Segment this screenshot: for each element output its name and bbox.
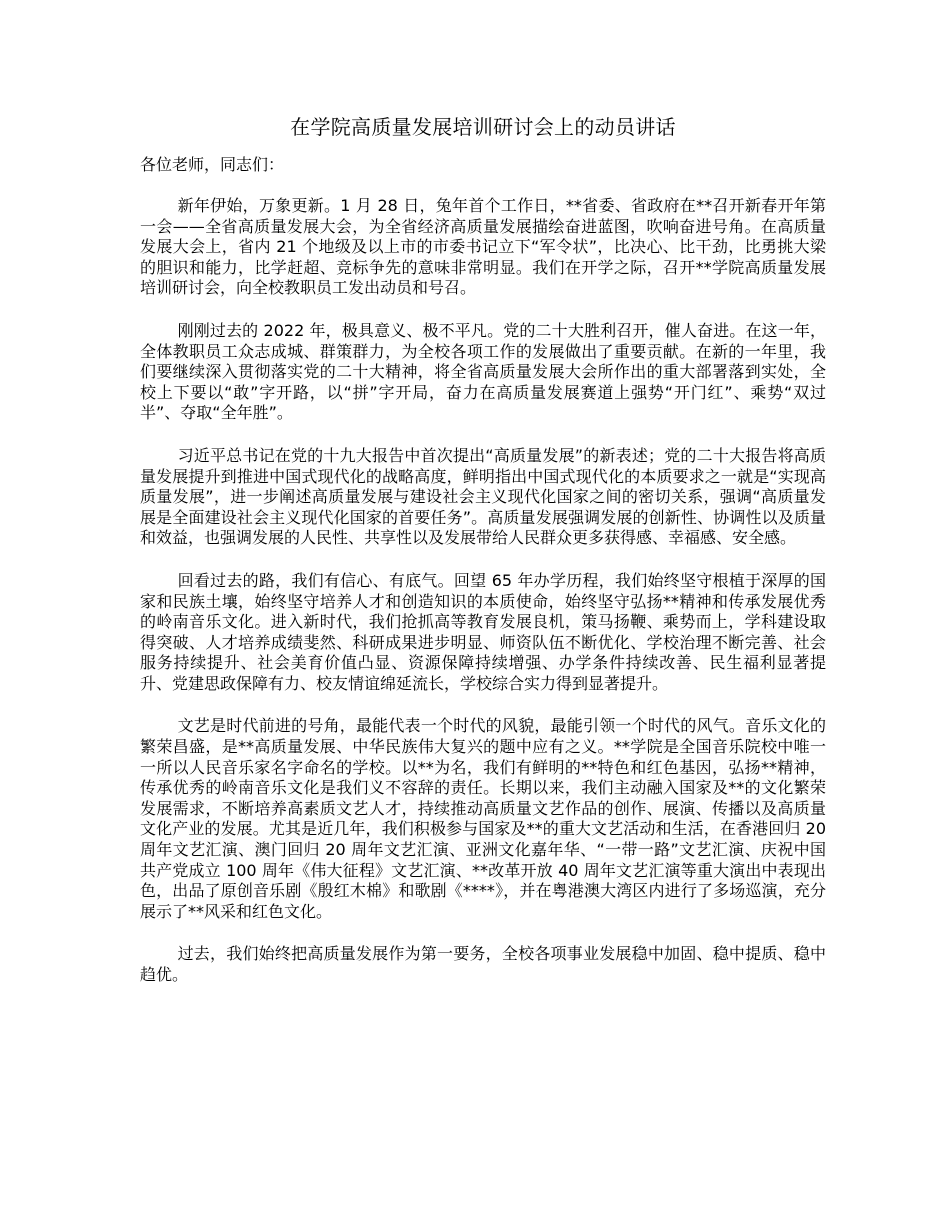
page-title: 在学院高质量发展培训研讨会上的动员讲话 [290, 115, 676, 139]
paragraph-3: 习近平总书记在党的十九大报告中首次提出“高质量发展”的新表述；党的二十大报告将高质量发展提升到推进中国式现代化的战略高度，鲜明指出中国式现代化的本质要求之一就是“实现高质量发展”，进一步阐述高质量发展与建设社会主义现代化国家之间的密切关系，强调“高质量发展是全面建设社会主义现代化国家的首要任务”。高质量发展强调发展的创新性、协调性以及质量和效益，也强调发展的人民性、共享性以及发展带给人民群众更多获得感、幸福感、安全感。 [140, 445, 826, 548]
paragraph-5: 文艺是时代前进的号角，最能代表一个时代的风貌，最能引领一个时代的风气。音乐文化的繁荣昌盛，是**高质量发展、中华民族伟大复兴的题中应有之义。**学院是全国音乐院校中唯一一所以人民音乐家名字命名的学校。以**为名，我们有鲜明的**特色和红色基因，弘扬**精神，传承优秀的岭南音乐文化是我们义不容辞的责任。长期以来，我们主动融入国家及**的文化繁荣发展需求，不断培养高素质文艺人才，持续推动高质量文艺作品的创作、展演、传播以及高质量文化产业的发展。尤其是近几年，我们积极参与国家及**的重大文艺活动和生活，在香港回归 20 周年文艺汇演、澳门回归 20 周年文艺汇演、亚洲文化嘉年华、“一带一路”文艺汇演、庆祝中国共产党成立 100 周年《伟大征程》文艺汇演、**改革开放 40 周年文艺汇演等重大演出中表现出色，出品了原创音乐剧《殷红木棉》和歌剧《****》，并在粤港澳大湾区内进行了多场巡演，充分展示了**风采和红色文化。 [140, 716, 826, 921]
paragraph-1: 新年伊始，万象更新。1 月 28 日，兔年首个工作日，**省委、省政府在**召开新春开年第一会——全省高质量发展大会，为全省经济高质量发展描绘奋进蓝图，吹响奋进号角。在高质量发展大会上，省内 21 个地级及以上市的市委书记立下“军令状”，比决心、比干劲，比勇挑大梁的胆识和能力，比学赶超、竞标争先的意味非常明显。我们在开学之际，召开**学院高质量发展培训研讨会，向全校教职员工发出动员和号召。 [140, 196, 826, 298]
paragraph-6: 过去，我们始终把高质量发展作为第一要务，全校各项事业发展稳中加固、稳中提质、稳中趋优。 [140, 944, 826, 984]
document-body [140, 112, 826, 1008]
paragraph-2: 刚刚过去的 2022 年，极具意义、极不平凡。党的二十大胜利召开，催人奋进。在这一年，全体教职员工众志成城、群策群力，为全校各项工作的发展做出了重要贡献。在新的一年里，我们要继续深入贯彻落实党的二十大精神，将全省高质量发展大会所作出的重大部署落到实处，全校上下要以“敢”字开路，以“拼”字开局，奋力在高质量发展赛道上强势“开门红”、乘势“双过半”、夺取“全年胜”。 [140, 320, 826, 423]
salutation: 各位老师，同志们： [140, 155, 285, 174]
paragraph-4: 回看过去的路，我们有信心、有底气。回望 65 年办学历程，我们始终坚守根植于深厚的国家和民族土壤，始终坚守培养人才和创造知识的本质使命，始终坚守弘扬**精神和传承发展优秀的岭南音乐文化。进入新时代，我们抢抓高等教育发展良机，策马扬鞭、乘势而上，学科建设取得突破、人才培养成绩斐然、科研成果进步明显、师资队伍不断优化、学校治理不断完善、社会服务持续提升、社会美育价值凸显、资源保障持续增强、办学条件持续改善、民生福利显著提升、党建思政保障有力、校友情谊绵延流长，学校综合实力得到显著提升。 [140, 570, 826, 693]
